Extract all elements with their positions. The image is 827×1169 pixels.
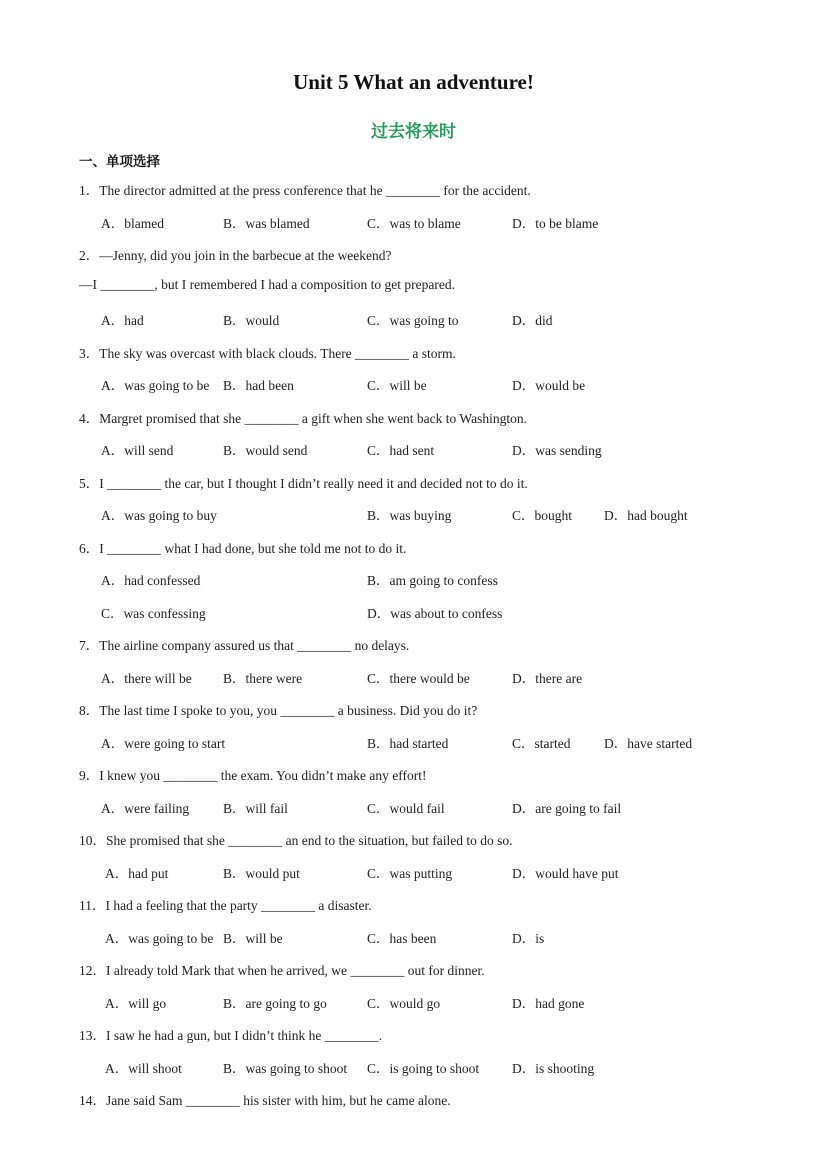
option-b: B．am going to confess — [367, 573, 498, 588]
option-b: B．was buying — [367, 508, 452, 523]
page-subtitle: 过去将来时 — [371, 122, 456, 142]
option-c: C．was to blame — [367, 216, 461, 231]
option-b: B．would put — [223, 866, 300, 881]
option-d: D．was sending — [512, 443, 602, 458]
page-title: Unit 5 What an adventure! — [293, 70, 534, 94]
option-d: D．have started — [604, 736, 693, 751]
question-stem: 12．I already told Mark that when he arrived, we ________ out for dinner. — [79, 963, 485, 978]
option-c: C．has been — [367, 931, 437, 946]
question-stem: 4．Margret promised that she ________ a gift when she went back to Washington. — [79, 411, 527, 426]
option-a: A．will send — [101, 443, 174, 458]
section-heading: 一、单项选择 — [79, 154, 160, 170]
option-c: C．will be — [367, 378, 427, 393]
option-b: B．was blamed — [223, 216, 310, 231]
option-a: A．will go — [105, 996, 167, 1011]
option-c: C．started — [512, 736, 571, 751]
question-stem: 14．Jane said Sam ________ his sister with him, but he came alone. — [79, 1093, 451, 1108]
option-b: B．there were — [223, 671, 303, 686]
option-d: D．is shooting — [512, 1061, 595, 1076]
option-c: C．there would be — [367, 671, 470, 686]
option-d: D．to be blame — [512, 216, 599, 231]
option-d: D．are going to fail — [512, 801, 622, 816]
option-a: A．had confessed — [101, 573, 201, 588]
option-c: C．had sent — [367, 443, 435, 458]
option-d: D．would be — [512, 378, 586, 393]
option-a: A．was going to be — [101, 378, 210, 393]
option-b: B．would — [223, 313, 280, 328]
option-a: A．was going to be — [105, 931, 214, 946]
option-a: A．will shoot — [105, 1061, 182, 1076]
question-stem: 7．The airline company assured us that ________ no delays. — [79, 638, 410, 653]
option-a: A．were going to start — [101, 736, 226, 751]
question-stem-continued: —I ________, but I remembered I had a composition to get prepared. — [79, 277, 456, 292]
option-b: B．will fail — [223, 801, 288, 816]
option-b: B．will be — [223, 931, 283, 946]
option-c: C．would fail — [367, 801, 445, 816]
option-b: B．had started — [367, 736, 449, 751]
question-stem: 1．The director admitted at the press conference that he ________ for the accident. — [79, 183, 531, 198]
option-a: A．had — [101, 313, 144, 328]
question-stem: 11．I had a feeling that the party ________ a disaster. — [79, 898, 372, 913]
question-stem: 13．I saw he had a gun, but I didn’t think he ________. — [79, 1028, 383, 1043]
option-c: C．was putting — [367, 866, 453, 881]
option-c: C．was going to — [367, 313, 459, 328]
question-stem: 10．She promised that she ________ an end to the situation, but failed to do so. — [79, 833, 513, 848]
question-stem: 2．—Jenny, did you join in the barbecue at the weekend? — [79, 248, 392, 263]
option-d: D．did — [512, 313, 553, 328]
question-stem: 3．The sky was overcast with black clouds. There ________ a storm. — [79, 346, 456, 361]
option-b: B．was going to shoot — [223, 1061, 348, 1076]
option-c: C．would go — [367, 996, 441, 1011]
option-b: B．would send — [223, 443, 308, 458]
question-stem: 5．I ________ the car, but I thought I didn’t really need it and decided not to do it. — [79, 476, 528, 491]
option-d: D．is — [512, 931, 545, 946]
option-a: A．blamed — [101, 216, 164, 231]
option-d: D．would have put — [512, 866, 619, 881]
question-stem: 6．I ________ what I had done, but she told me not to do it. — [79, 541, 407, 556]
option-d: D．had bought — [604, 508, 688, 523]
option-a: A．was going to buy — [101, 508, 217, 523]
option-d: D．was about to confess — [367, 606, 503, 621]
option-a: A．there will be — [101, 671, 192, 686]
option-c: C．bought — [512, 508, 573, 523]
option-c: C．is going to shoot — [367, 1061, 480, 1076]
question-stem: 8．The last time I spoke to you, you ________ a business. Did you do it? — [79, 703, 478, 718]
option-d: D．had gone — [512, 996, 585, 1011]
option-b: B．had been — [223, 378, 294, 393]
option-a: A．were failing — [101, 801, 190, 816]
option-a: A．had put — [105, 866, 169, 881]
option-b: B．are going to go — [223, 996, 327, 1011]
option-c: C．was confessing — [101, 606, 206, 621]
option-d: D．there are — [512, 671, 583, 686]
question-stem: 9．I knew you ________ the exam. You didn’t make any effort! — [79, 768, 427, 783]
